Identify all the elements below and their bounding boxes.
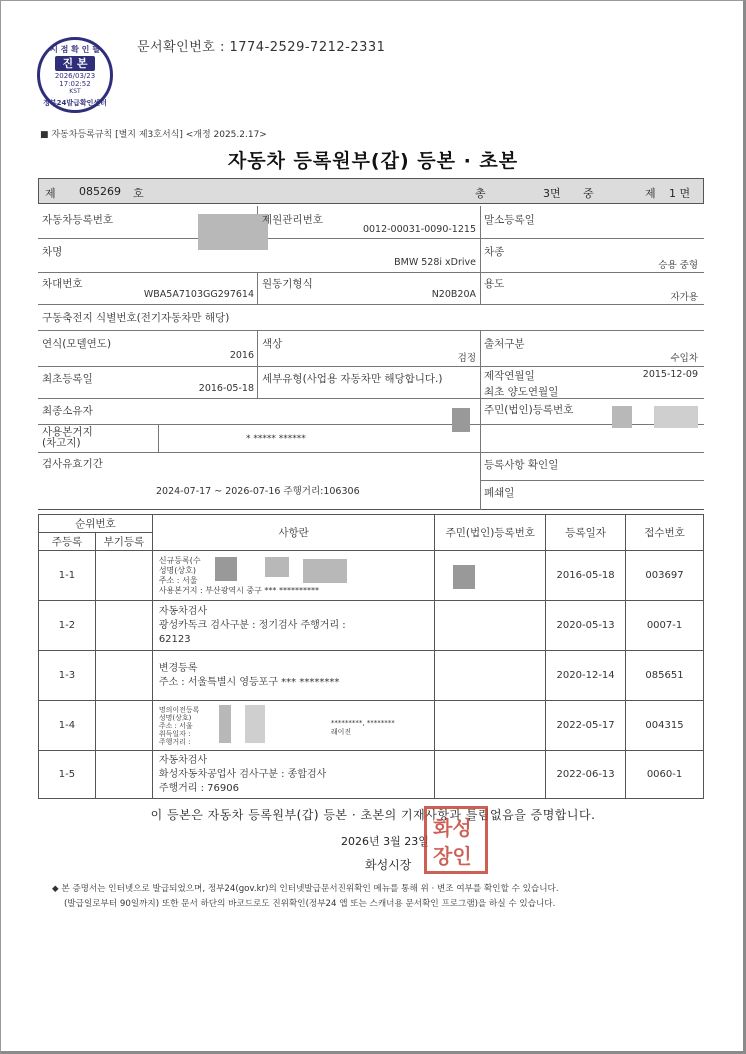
total-label: 총 <box>475 187 486 200</box>
header-receipt: 접수번호 <box>626 515 704 551</box>
seal-timezone: KST <box>69 88 81 95</box>
confirm-label: 등록사항 확인일 <box>484 459 559 471</box>
row-main: 1-1 <box>39 551 96 601</box>
redacted-name-2 <box>245 705 265 743</box>
svg-text:장인: 장인 <box>433 844 472 868</box>
owner-id-label: 주민(법인)등록번호 <box>484 404 574 416</box>
vin-label: 차대번호 <box>42 278 83 290</box>
row-sub <box>95 651 152 701</box>
first-transfer-label: 최초 양도연월일 <box>484 386 559 398</box>
total-value: 3면 <box>543 187 561 200</box>
redacted-name <box>215 557 237 581</box>
row-date: 2020-05-13 <box>546 601 626 651</box>
usage-value: 자가용 <box>670 292 698 303</box>
redacted-reg-no <box>198 214 268 250</box>
row-date: 2020-12-14 <box>546 651 626 701</box>
content-line: 성명(상호) <box>158 713 192 722</box>
redacted-id <box>453 565 475 589</box>
no-value: 085269 <box>79 185 121 198</box>
vin-value: WBA5A7103GG297614 <box>143 289 254 300</box>
color-value: 검정 <box>457 353 476 364</box>
svg-text:화성: 화성 <box>433 816 472 840</box>
battery-label: 구동축전지 식별번호(전기자동차만 해당) <box>42 312 230 324</box>
usage-label: 용도 <box>484 278 505 290</box>
row-id <box>435 751 546 799</box>
row-sub <box>95 751 152 799</box>
header-rank: 순위번호 <box>39 515 153 533</box>
document-title: 자동차 등록원부(갑) 등본 · 초본 <box>227 150 519 172</box>
issue-date: 2026년 3월 23일 <box>341 835 429 848</box>
row-id <box>435 651 546 701</box>
content-line: 취득일자 : <box>158 729 191 738</box>
notice-line-1: ◆ 본 증명서는 인터넷으로 발급되었으며, 정부24(gov.kr)의 인터넷발급문서진위확인 메뉴를 통해 위 · 변조 여부를 확인할 수 있습니다. <box>52 884 559 894</box>
row-id <box>435 601 546 651</box>
certification-text: 이 등본은 자동차 등록원부(갑) 등본 · 초본의 기재사항과 틀림없음을 증명합니다. <box>150 808 596 822</box>
issuer-name: 화성시장 <box>365 858 412 872</box>
first-reg-value: 2016-05-18 <box>198 383 254 394</box>
address-label-line-2: (차고지) <box>42 437 81 449</box>
no-label: 제 <box>45 187 56 200</box>
content-line: 화성자동차공업사 검사구분 : 종합검사 <box>158 768 327 780</box>
no-suffix: 호 <box>133 187 144 200</box>
row-receipt: 085651 <box>626 651 704 701</box>
content-line: 신규등록(수 <box>158 555 201 565</box>
page-value: 1 면 <box>669 187 691 200</box>
middle-label: 중 <box>583 187 594 200</box>
header-date: 등록일자 <box>546 515 626 551</box>
mfg-date-value: 2015-12-09 <box>642 369 698 380</box>
row-receipt: 004315 <box>626 701 704 751</box>
stamp-graphic <box>427 809 485 871</box>
model-year-value: 2016 <box>229 350 254 361</box>
origin-value: 수입차 <box>670 353 698 364</box>
seal-bottom-text: 정부24발급확인센터 <box>43 99 107 107</box>
content-line: 자동차검사 <box>158 754 208 766</box>
mgmt-no-value: 0012-00031-0090-1215 <box>362 224 476 235</box>
redacted-owner-id <box>612 406 632 428</box>
row-receipt: 0007-1 <box>626 601 704 651</box>
content-line: 자동차검사 <box>158 605 208 617</box>
form-reference: ■ 자동차등록규칙 [별지 제3호서식] <개정 2025.2.17> <box>40 130 267 140</box>
verification-seal <box>37 37 113 113</box>
row-date: 2022-05-17 <box>546 701 626 751</box>
reg-no-label: 자동차등록번호 <box>42 214 114 226</box>
dereg-date-label: 말소등록일 <box>484 214 535 226</box>
model-year-label: 연식(모델연도) <box>42 338 112 350</box>
car-type-label: 차종 <box>484 246 505 258</box>
content-line: 주행거리 : <box>158 737 191 746</box>
content-line: 사용본거지 : 부산광역시 중구 *** ********** <box>158 585 319 595</box>
car-name-value: BMW 528i xDrive <box>394 257 476 268</box>
content-line: 주소 : 서울 <box>158 575 198 585</box>
table-row <box>39 701 704 751</box>
owner-label: 최종소유자 <box>42 405 93 417</box>
inspect-label: 검사유효기간 <box>42 458 103 470</box>
content-line: 주소 : 서울특별시 영등포구 *** ******** <box>158 676 340 688</box>
content-line: 주소 : 서울 <box>158 721 193 730</box>
document-header-bar <box>38 178 704 204</box>
page-label: 제 <box>645 187 656 200</box>
content-line: 성명(상호) <box>158 565 196 575</box>
row-content <box>152 701 435 751</box>
mfg-date-label: 제작연월일 <box>484 370 535 382</box>
row-sub <box>95 601 152 651</box>
row-sub <box>95 701 152 751</box>
redacted-owner-id-2 <box>654 406 698 428</box>
car-type-value: 승용 중형 <box>658 260 698 271</box>
row-main: 1-2 <box>39 601 96 651</box>
row-receipt: 0060-1 <box>626 751 704 799</box>
color-label: 색상 <box>262 338 283 350</box>
vehicle-info-grid <box>38 206 704 510</box>
header-id: 주민(법인)등록번호 <box>435 515 546 551</box>
row-main: 1-4 <box>39 701 96 751</box>
row-receipt: 003697 <box>626 551 704 601</box>
redacted-owner <box>452 408 470 432</box>
row-id <box>435 701 546 751</box>
origin-label: 출처구분 <box>484 338 525 350</box>
address-label <box>42 427 93 449</box>
header-sub: 부기등록 <box>95 533 152 551</box>
row-date: 2016-05-18 <box>546 551 626 601</box>
header-content: 사항란 <box>152 515 435 551</box>
content-line: 명의이전등록 <box>158 705 200 714</box>
address-value: * ***** ****** <box>246 434 306 444</box>
engine-label: 원동기형식 <box>262 278 313 290</box>
address-label-line-1: 사용본거지 <box>42 426 93 438</box>
row-sub <box>95 551 152 601</box>
biz-type-label: 세부유형(사업용 자동차만 해당합니다.) <box>262 373 443 385</box>
table-row <box>39 551 704 601</box>
content-line: 62123 <box>158 633 191 645</box>
row-main: 1-3 <box>39 651 96 701</box>
redacted-name-3 <box>303 559 347 583</box>
registration-history-table <box>38 514 704 799</box>
content-extra: *********, ******** <box>330 719 395 727</box>
inspect-value: 2024-07-17 ~ 2026-07-16 주행거리:106306 <box>156 486 360 497</box>
document-number: 문서확인번호 : 1774-2529-7212-2331 <box>137 40 386 55</box>
redacted-name-2 <box>265 557 289 577</box>
scrap-label: 폐쇄일 <box>484 487 515 499</box>
seal-top-text: 시 점 확 인 필 <box>50 45 100 54</box>
row-content <box>152 651 435 701</box>
engine-value: N20B20A <box>431 289 476 300</box>
header-main: 주등록 <box>39 533 96 551</box>
content-extra: 래이진 <box>330 728 352 736</box>
mgmt-no-label: 제원관리번호 <box>262 214 323 226</box>
car-name-label: 차명 <box>42 246 63 258</box>
table-row <box>39 751 704 799</box>
notice-line-2: (발급일로부터 90일까지) 또한 문서 하단의 바코드로도 진위확인(정부24 앱 또는 스캐너용 문서확인 프로그램)을 하실 수 있습니다. <box>64 899 556 909</box>
row-id <box>435 551 546 601</box>
table-row <box>39 601 704 651</box>
row-content <box>152 751 435 799</box>
seal-date: 2026/03/23 <box>54 72 96 80</box>
content-line: 변경등록 <box>158 662 198 674</box>
row-main: 1-5 <box>39 751 96 799</box>
notice <box>52 882 692 912</box>
redacted-name <box>219 705 231 743</box>
seal-time: 17:02:52 <box>59 80 91 88</box>
content-line: 주행거리 : 76906 <box>158 782 239 794</box>
row-date: 2022-06-13 <box>546 751 626 799</box>
row-content <box>152 551 435 601</box>
first-reg-label: 최초등록일 <box>42 373 93 385</box>
row-content <box>152 601 435 651</box>
content-line: 광성카독크 검사구분 : 정기검사 주행거리 : <box>158 619 346 631</box>
official-stamp <box>424 806 488 874</box>
table-row <box>39 651 704 701</box>
seal-middle-text: 진 본 <box>55 56 95 71</box>
